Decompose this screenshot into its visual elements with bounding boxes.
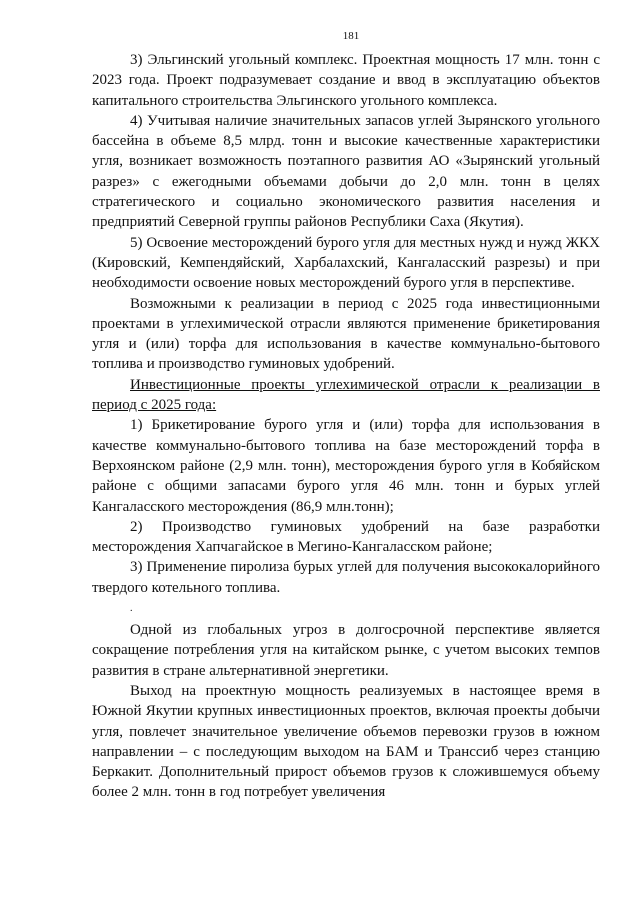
list-item-pyrolysis: 3) Применение пиролиза бурых углей для получения высококалорийного твердого котельного топлива. xyxy=(92,559,600,596)
list-item-humic-fertilizers: 2) Производство гуминовых удобрений на базе разработки месторождения Хапчагайское в Мегино-Кангаласском районе; xyxy=(92,518,600,556)
list-item-briquetting: 1) Брикетирование бурого угля и (или) торфа для использования в качестве коммунально-бытового топлива на базе месторождений торфа в Верхоянском районе (2,9 млн. тонн), месторождения бурого угля в Кобяйском районе с общими запасами бурого угля 46 млн. тонн и бурых углей Кангаласского месторождения (86,9 млн.тонн); xyxy=(92,417,600,515)
section-heading-investment-projects: Инвестиционные проекты углехимической отрасли к реализации в период с 2025 года: xyxy=(92,376,600,414)
paragraph-elga-complex: 3) Эльгинский угольный комплекс. Проектная мощность 17 млн. тонн с 2023 года. Проект подразумевает создание и ввод в эксплуатацию объектов капитального строительства Эльгинского угольного комплекса. xyxy=(92,52,600,109)
paragraph-global-threats: Одной из глобальных угроз в долгосрочной перспективе является сокращение потребления угля на китайском рынке, с учетом высоких темпов развития в стране альтернативной энергетики. xyxy=(92,622,600,679)
paragraph-south-yakutia-transport: Выход на проектную мощность реализуемых в настоящее время в Южной Якутии крупных инвестиционных проектов, включая проекты добычи угля, повлечет значительное увеличение объемов перевозки грузов в южном направлении – с последующим выходом на БАМ и Транссиб через станцию Беркакит. Дополнительный прирост объемов грузов к сложившемуся объему более 2 млн. тонн в год потребует увеличения xyxy=(92,682,600,801)
document-page xyxy=(92,30,600,803)
paragraph-coal-chemistry-projects: Возможными к реализации в период с 2025 года инвестиционными проектами в углехимической отрасли являются применение брикетирования угля и (или) торфа для использования в качестве коммунально-бытового топлива и производство гуминовых удобрений. xyxy=(92,295,600,373)
stray-mark: . xyxy=(130,603,133,615)
paragraph-zyryansky-basin: 4) Учитывая наличие значительных запасов углей Зырянского угольного бассейна в объеме 8,5 млрд. тонн и высокие качественные характеристики угля, возникает возможность поэтапного развития АО «Зырянский угольный разрез» с ежегодными объемами добычи до 2,0 млн. тонн в целях стратегического и социально экономического развития населения и предприятий Северной группы районов Республики Саха (Якутия). xyxy=(92,112,600,231)
paragraph-brown-coal-deposits: 5) Освоение месторождений бурого угля для местных нужд и нужд ЖКХ (Кировский, Кемпендяйский, Харбалахский, Кангаласский разрезы) и при необходимости освоение новых месторождений бурого угля в перспективе. xyxy=(92,234,600,292)
page-number: 181 xyxy=(342,30,360,42)
